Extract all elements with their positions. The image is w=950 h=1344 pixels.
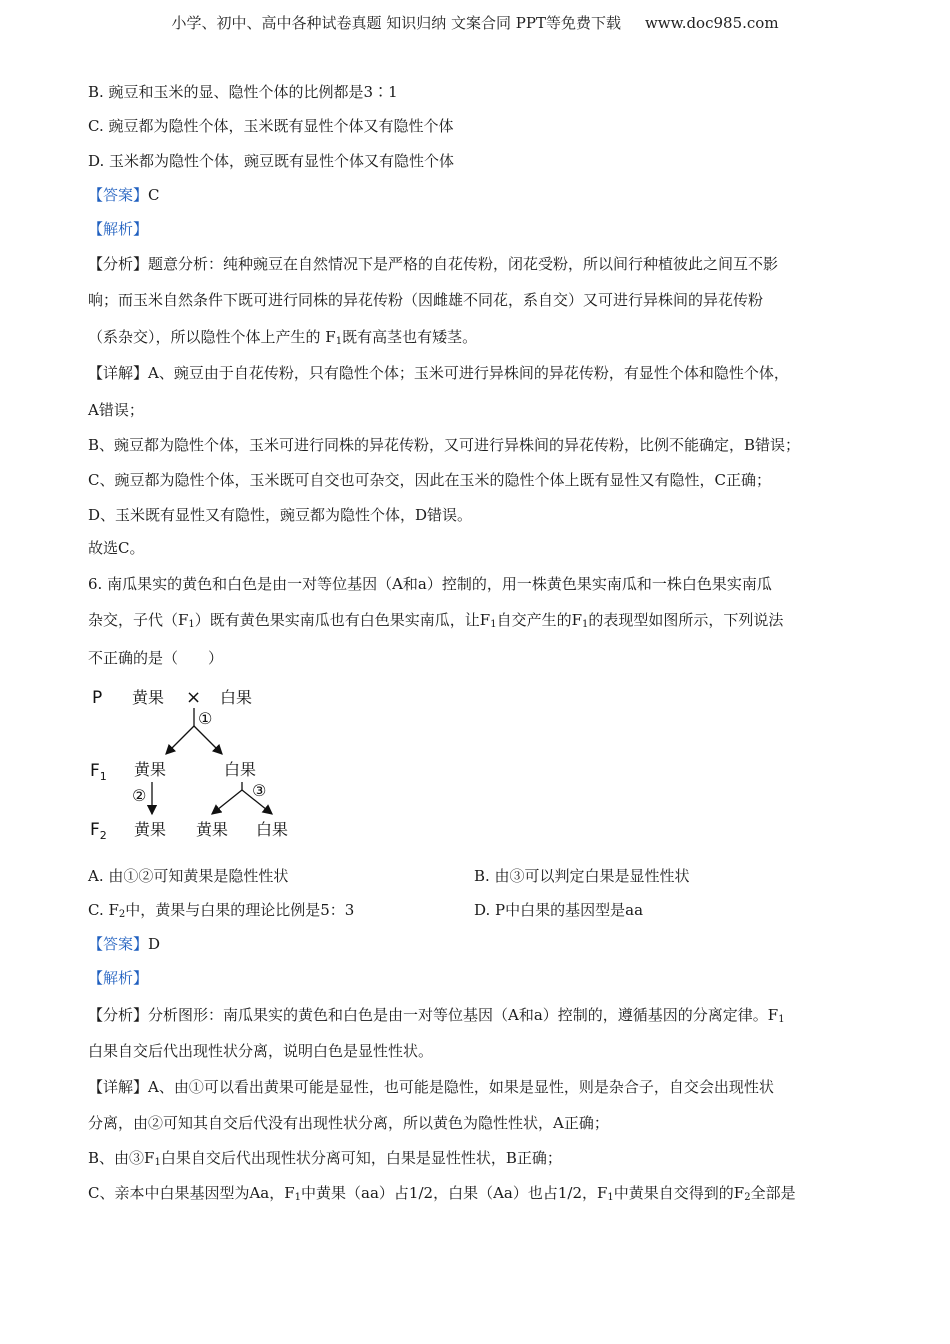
- answer-tag: 【答案】: [88, 186, 149, 204]
- arrow-to-f2-yellow: [212, 790, 242, 814]
- q5-answer: [88, 185, 878, 205]
- q5-detail-b: B、豌豆都为隐性个体，玉米可进行同株的异花传粉，又可进行异株间的异花传粉，比例不能确定，B错误；: [88, 436, 801, 454]
- page-header: [0, 12, 950, 33]
- fenxi-tag: 【分析】: [88, 255, 149, 273]
- q6-stem-line-1: 6. 南瓜果实的黄色和白色是由一对等位基因（A和a）控制的，用一株黄色果实南瓜和一株白色果实南瓜: [88, 575, 772, 593]
- detail-text: A、豌豆由于自花传粉，只有隐性个体；玉米可进行异株间的异花传粉，有显性个体和隐性个体，: [148, 364, 789, 382]
- arrow-to-f1-white: [194, 726, 222, 754]
- q6-fenxi-line-1: [88, 1005, 878, 1025]
- f2-yellow-2: 黄果: [196, 820, 229, 839]
- subscript: 1: [335, 336, 343, 347]
- q6-stem-line-3: 不正确的是（ ）: [88, 649, 224, 667]
- subscript: 1: [154, 1157, 161, 1168]
- subscript: 2: [118, 909, 126, 920]
- detail-tag: 【详解】: [88, 364, 149, 382]
- arrow-to-f1-yellow: [166, 726, 194, 754]
- stem-text: 杂交，子代（F: [88, 611, 189, 629]
- q5-conclusion: 故选C。: [88, 539, 145, 557]
- detail-text: 中黄果自交得到的F: [613, 1184, 745, 1202]
- q6-fenxi-line-2: 白果自交后代出现性状分离，说明白色是显性性状。: [88, 1042, 434, 1060]
- f1-yellow: 黄果: [134, 760, 167, 779]
- f2-yellow-1: 黄果: [134, 820, 167, 839]
- fenxi-text: 题意分析：纯种豌豆在自然情况下是严格的自花传粉，闭花受粉，所以间行种植彼此之间互不影: [148, 255, 779, 273]
- q6-detail-line-1: [88, 1077, 878, 1097]
- analysis-tag: 【解析】: [88, 969, 149, 987]
- detail-text: C、亲本中白果基因型为Aa，F: [88, 1184, 295, 1202]
- fenxi-text: （系杂交），所以隐性个体上产生的 F: [88, 328, 336, 346]
- q5-detail-line-2: A错误；: [88, 401, 144, 419]
- genetics-cross-diagram: [88, 682, 308, 847]
- q5-detail-d: D、玉米既有显性又有隐性，豌豆都为隐性个体，D错误。: [88, 506, 473, 524]
- fenxi-tag: 【分析】: [88, 1006, 149, 1024]
- q5-detail-line-1: [88, 363, 878, 383]
- stem-text: 的表现型如图所示，下列说法: [588, 611, 784, 629]
- detail-text: 全部是: [750, 1184, 796, 1202]
- p-white: 白果: [220, 688, 253, 707]
- q5-analysis-tag: [88, 219, 878, 239]
- q5-fenxi-line-2: 响；而玉米自然条件下既可进行同株的异花传粉（因雌雄不同花，系自交）又可进行异株间的异花传粉: [88, 291, 764, 309]
- subscript: 1: [607, 1192, 614, 1203]
- q6-detail-line-2: 分离，由②可知其自交后代没有出现性状分离，所以黄色为隐性性状，A正确；: [88, 1114, 609, 1132]
- q5-option-d: D. 玉米都为隐性个体，豌豆既有显性个体又有隐性个体: [88, 152, 455, 170]
- answer-value: D: [148, 935, 161, 953]
- detail-tag: 【详解】: [88, 1078, 149, 1096]
- option-text: 中，黄果与白果的理论比例是5：3: [125, 901, 355, 919]
- mark-2: ②: [132, 786, 147, 805]
- q5-detail-c: C、豌豆都为隐性个体，玉米既可自交也可杂交，因此在玉米的隐性个体上既有显性又有隐性，C正确；: [88, 471, 771, 489]
- f2-white: 白果: [256, 820, 289, 839]
- q5-option-c: C. 豌豆都为隐性个体，玉米既有显性个体又有隐性个体: [88, 117, 454, 135]
- detail-text: A、由①可以看出黄果可能是显性，也可能是隐性，如果是显性，则是杂合子，自交会出现性状: [148, 1078, 774, 1096]
- answer-tag: 【答案】: [88, 935, 149, 953]
- subscript: 1: [778, 1014, 785, 1025]
- header-text: 小学、初中、高中各种试卷真题 知识归纳 文案合同 PPT等免费下载: [171, 14, 621, 32]
- q5-fenxi-line-3: [88, 327, 878, 347]
- q6-option-a: A. 由①②可知黄果是隐性性状: [88, 867, 289, 885]
- fenxi-text: 分析图形：南瓜果实的黄色和白色是由一对等位基因（A和a）控制的，遵循基因的分离定律。F: [148, 1006, 779, 1024]
- stem-text: ）既有黄色果实南瓜也有白色果实南瓜，让F: [194, 611, 491, 629]
- option-text: C. F: [88, 901, 119, 919]
- subscript: 2: [744, 1192, 751, 1203]
- mark-3: ③: [252, 781, 267, 800]
- q5-option-b: B. 豌豆和玉米的显、隐性个体的比例都是3∶1: [88, 83, 398, 101]
- q6-stem-line-2: [88, 610, 878, 630]
- header-site: www.doc985.com: [644, 14, 779, 32]
- subscript: 1: [582, 619, 589, 630]
- label-p: P: [92, 688, 103, 708]
- label-f2: $F_2$: [90, 820, 107, 842]
- q5-fenxi-line-1: [88, 254, 878, 274]
- q6-option-d: D. P中白果的基因型是aa: [474, 901, 644, 919]
- p-yellow: 黄果: [132, 688, 165, 707]
- detail-text: 中黄果（aa）占1/2，白果（Aa）也占1/2，F: [301, 1184, 608, 1202]
- q6-detail-c: [88, 1183, 878, 1203]
- cross-symbol: ×: [186, 687, 202, 708]
- stem-text: 自交产生的F: [496, 611, 583, 629]
- f1-white: 白果: [224, 760, 257, 779]
- q6-analysis-tag: [88, 968, 878, 988]
- detail-text: 白果自交后代出现性状分离可知，白果是显性性状，B正确；: [160, 1149, 562, 1167]
- q6-option-b: B. 由③可以判定白果是显性性状: [474, 867, 690, 885]
- subscript: 1: [490, 619, 497, 630]
- q6-option-c: [88, 900, 354, 920]
- subscript: 1: [294, 1192, 302, 1203]
- answer-value: C: [148, 186, 160, 204]
- label-f1: $F_1$: [90, 761, 107, 783]
- subscript: 1: [188, 619, 195, 630]
- fenxi-text: 既有高茎也有矮茎。: [342, 328, 478, 346]
- q6-detail-b: [88, 1148, 878, 1168]
- analysis-tag: 【解析】: [88, 220, 149, 238]
- q6-answer: [88, 934, 878, 954]
- detail-text: B、由③F: [88, 1149, 155, 1167]
- mark-1: ①: [198, 709, 213, 728]
